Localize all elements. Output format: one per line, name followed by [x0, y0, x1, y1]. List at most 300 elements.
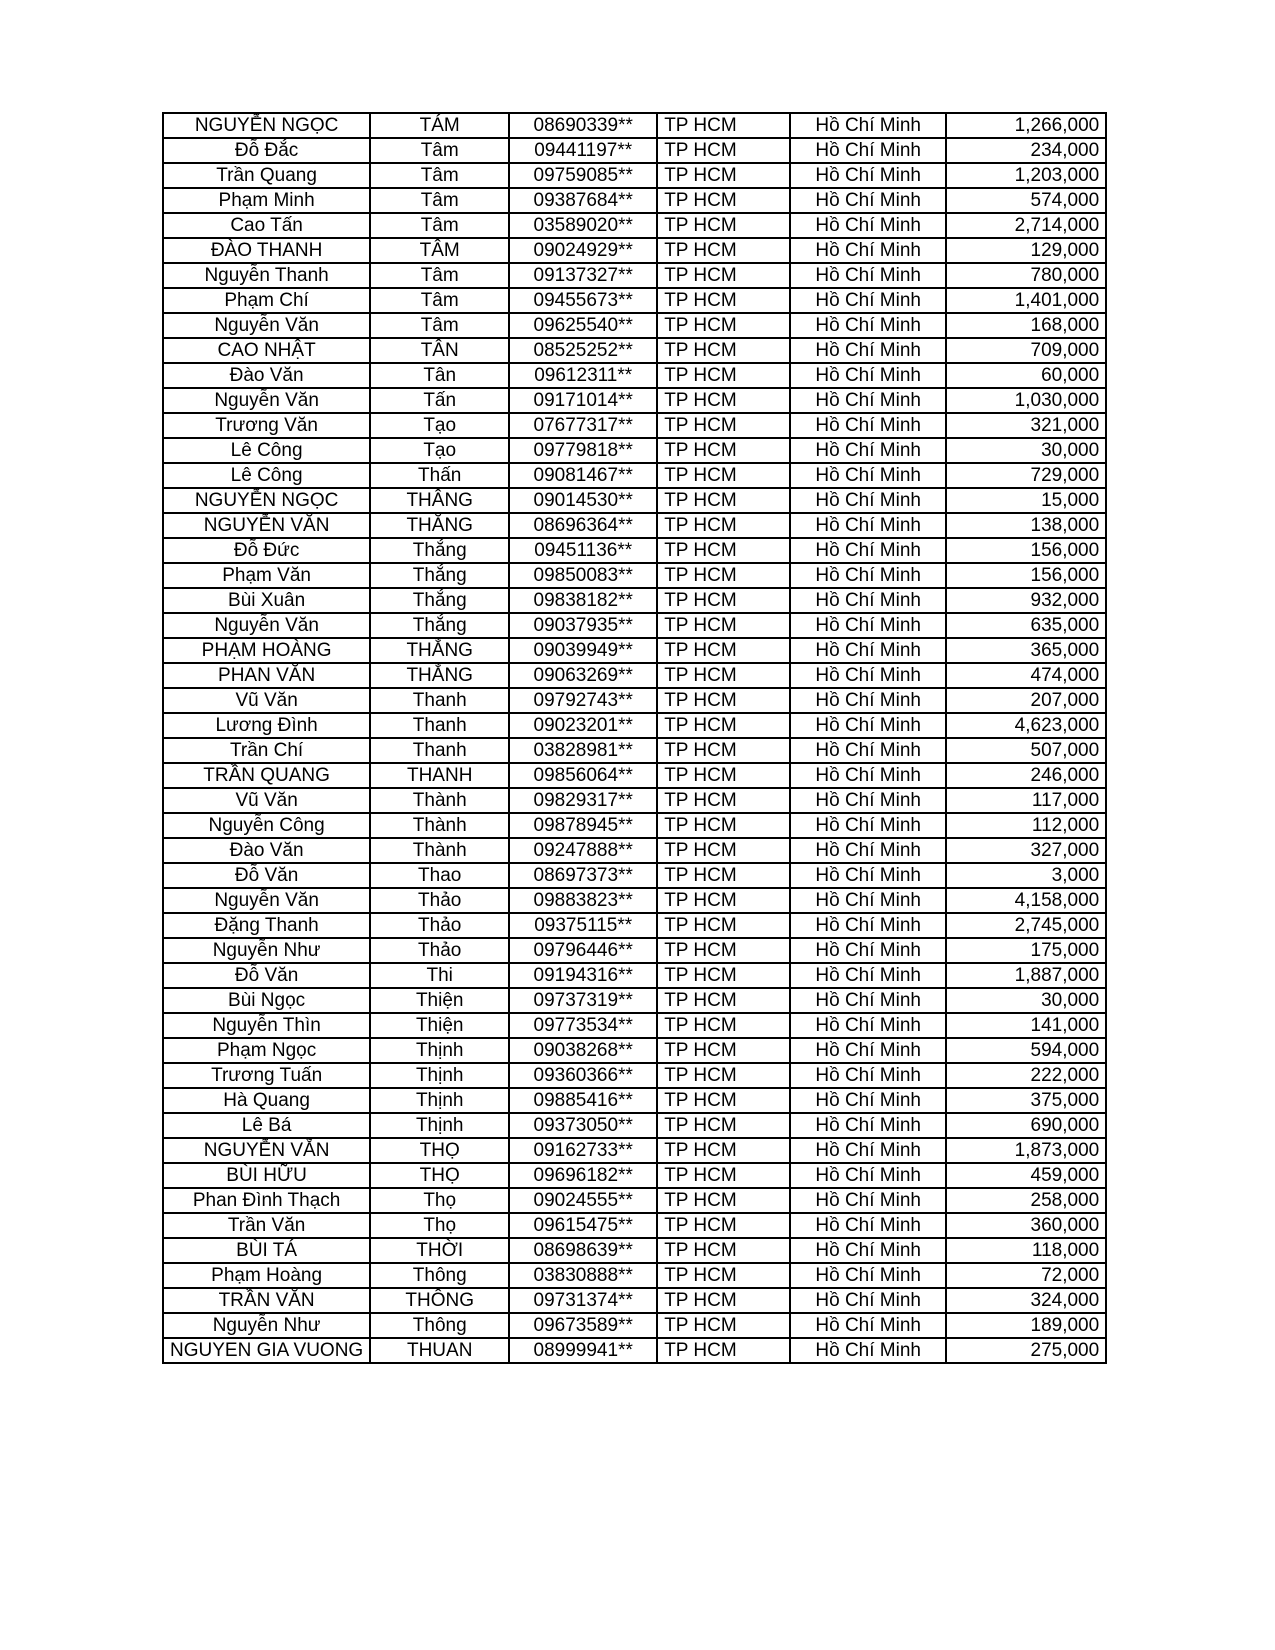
province-cell: Hồ Chí Minh: [790, 1138, 946, 1163]
phone-cell: 09625540**: [509, 313, 657, 338]
surname-cell: Cao Tấn: [163, 213, 370, 238]
given-name-cell: Tạo: [370, 438, 509, 463]
given-name-cell: THỌ: [370, 1138, 509, 1163]
amount-cell: 207,000: [946, 688, 1106, 713]
phone-cell: 09373050**: [509, 1113, 657, 1138]
province-cell: Hồ Chí Minh: [790, 913, 946, 938]
city-cell: TP HCM: [657, 713, 790, 738]
phone-cell: 09883823**: [509, 888, 657, 913]
amount-cell: 474,000: [946, 663, 1106, 688]
amount-cell: 1,203,000: [946, 163, 1106, 188]
province-cell: Hồ Chí Minh: [790, 938, 946, 963]
province-cell: Hồ Chí Minh: [790, 1163, 946, 1188]
phone-cell: 09387684**: [509, 188, 657, 213]
amount-cell: 459,000: [946, 1163, 1106, 1188]
surname-cell: Trần Quang: [163, 163, 370, 188]
surname-cell: Vũ Văn: [163, 688, 370, 713]
province-cell: Hồ Chí Minh: [790, 1313, 946, 1338]
surname-cell: Nguyễn Văn: [163, 388, 370, 413]
city-cell: TP HCM: [657, 1238, 790, 1263]
amount-cell: 3,000: [946, 863, 1106, 888]
amount-cell: 275,000: [946, 1338, 1106, 1363]
province-cell: Hồ Chí Minh: [790, 463, 946, 488]
city-cell: TP HCM: [657, 188, 790, 213]
table-row: [163, 438, 1106, 463]
city-cell: TP HCM: [657, 1013, 790, 1038]
amount-cell: 780,000: [946, 263, 1106, 288]
table-row: [163, 638, 1106, 663]
table-row: [163, 563, 1106, 588]
amount-cell: 375,000: [946, 1088, 1106, 1113]
phone-cell: 09796446**: [509, 938, 657, 963]
amount-cell: 246,000: [946, 763, 1106, 788]
city-cell: TP HCM: [657, 963, 790, 988]
table-row: [163, 938, 1106, 963]
phone-cell: 09024555**: [509, 1188, 657, 1213]
surname-cell: Nguyễn Công: [163, 813, 370, 838]
given-name-cell: Thành: [370, 813, 509, 838]
province-cell: Hồ Chí Minh: [790, 1288, 946, 1313]
surname-cell: Vũ Văn: [163, 788, 370, 813]
surname-cell: Đào Văn: [163, 363, 370, 388]
province-cell: Hồ Chí Minh: [790, 813, 946, 838]
province-cell: Hồ Chí Minh: [790, 513, 946, 538]
city-cell: TP HCM: [657, 863, 790, 888]
amount-cell: 118,000: [946, 1238, 1106, 1263]
city-cell: TP HCM: [657, 288, 790, 313]
phone-cell: 08525252**: [509, 338, 657, 363]
city-cell: TP HCM: [657, 1063, 790, 1088]
given-name-cell: TÁM: [370, 113, 509, 138]
amount-cell: 1,266,000: [946, 113, 1106, 138]
surname-cell: TRẦN QUANG: [163, 763, 370, 788]
city-cell: TP HCM: [657, 1138, 790, 1163]
table-row: [163, 188, 1106, 213]
given-name-cell: THỌ: [370, 1163, 509, 1188]
phone-cell: 07677317**: [509, 413, 657, 438]
surname-cell: TRẦN VĂN: [163, 1288, 370, 1313]
surname-cell: Phạm Ngọc: [163, 1038, 370, 1063]
table-row: [163, 888, 1106, 913]
city-cell: TP HCM: [657, 1313, 790, 1338]
phone-cell: 09137327**: [509, 263, 657, 288]
table-row: [163, 1213, 1106, 1238]
city-cell: TP HCM: [657, 263, 790, 288]
phone-cell: 08999941**: [509, 1338, 657, 1363]
province-cell: Hồ Chí Minh: [790, 113, 946, 138]
recipient-table: [162, 112, 1107, 1364]
city-cell: TP HCM: [657, 613, 790, 638]
province-cell: Hồ Chí Minh: [790, 263, 946, 288]
surname-cell: NGUYỄN VĂN: [163, 513, 370, 538]
table-row: [163, 1163, 1106, 1188]
phone-cell: 03830888**: [509, 1263, 657, 1288]
phone-cell: 09792743**: [509, 688, 657, 713]
amount-cell: 189,000: [946, 1313, 1106, 1338]
table-row: [163, 313, 1106, 338]
given-name-cell: TÂM: [370, 238, 509, 263]
table-row: [163, 388, 1106, 413]
surname-cell: Đỗ Văn: [163, 963, 370, 988]
province-cell: Hồ Chí Minh: [790, 888, 946, 913]
given-name-cell: Thấn: [370, 463, 509, 488]
city-cell: TP HCM: [657, 888, 790, 913]
city-cell: TP HCM: [657, 1113, 790, 1138]
table-row: [163, 1138, 1106, 1163]
phone-cell: 09360366**: [509, 1063, 657, 1088]
table-row: [163, 463, 1106, 488]
province-cell: Hồ Chí Minh: [790, 963, 946, 988]
phone-cell: 09024929**: [509, 238, 657, 263]
surname-cell: Đặng Thanh: [163, 913, 370, 938]
given-name-cell: THỜI: [370, 1238, 509, 1263]
table-row: [163, 1038, 1106, 1063]
amount-cell: 1,887,000: [946, 963, 1106, 988]
surname-cell: Đỗ Đắc: [163, 138, 370, 163]
amount-cell: 690,000: [946, 1113, 1106, 1138]
given-name-cell: Thanh: [370, 713, 509, 738]
table-row: [163, 813, 1106, 838]
amount-cell: 729,000: [946, 463, 1106, 488]
city-cell: TP HCM: [657, 1338, 790, 1363]
table-row: [163, 763, 1106, 788]
province-cell: Hồ Chí Minh: [790, 1013, 946, 1038]
phone-cell: 09779818**: [509, 438, 657, 463]
phone-cell: 09737319**: [509, 988, 657, 1013]
given-name-cell: Tạo: [370, 413, 509, 438]
surname-cell: BÙI TÁ: [163, 1238, 370, 1263]
amount-cell: 168,000: [946, 313, 1106, 338]
city-cell: TP HCM: [657, 663, 790, 688]
province-cell: Hồ Chí Minh: [790, 638, 946, 663]
table-row: [163, 1188, 1106, 1213]
phone-cell: 09375115**: [509, 913, 657, 938]
amount-cell: 709,000: [946, 338, 1106, 363]
amount-cell: 1,030,000: [946, 388, 1106, 413]
table-row: [163, 1088, 1106, 1113]
given-name-cell: Thanh: [370, 688, 509, 713]
table-row: [163, 1013, 1106, 1038]
amount-cell: 1,873,000: [946, 1138, 1106, 1163]
city-cell: TP HCM: [657, 413, 790, 438]
city-cell: TP HCM: [657, 438, 790, 463]
province-cell: Hồ Chí Minh: [790, 438, 946, 463]
phone-cell: 09171014**: [509, 388, 657, 413]
table-row: [163, 988, 1106, 1013]
city-cell: TP HCM: [657, 813, 790, 838]
city-cell: TP HCM: [657, 363, 790, 388]
surname-cell: Lê Công: [163, 438, 370, 463]
phone-cell: 03589020**: [509, 213, 657, 238]
given-name-cell: Tâm: [370, 263, 509, 288]
surname-cell: Bùi Ngọc: [163, 988, 370, 1013]
amount-cell: 15,000: [946, 488, 1106, 513]
amount-cell: 574,000: [946, 188, 1106, 213]
surname-cell: ĐÀO THANH: [163, 238, 370, 263]
phone-cell: 09162733**: [509, 1138, 657, 1163]
table-row: [163, 113, 1106, 138]
surname-cell: NGUYEN GIA VUONG: [163, 1338, 370, 1363]
table-row: [163, 238, 1106, 263]
surname-cell: PHẠM HOÀNG: [163, 638, 370, 663]
province-cell: Hồ Chí Minh: [790, 1038, 946, 1063]
province-cell: Hồ Chí Minh: [790, 413, 946, 438]
amount-cell: 1,401,000: [946, 288, 1106, 313]
province-cell: Hồ Chí Minh: [790, 213, 946, 238]
table-row: [163, 488, 1106, 513]
city-cell: TP HCM: [657, 1038, 790, 1063]
amount-cell: 932,000: [946, 588, 1106, 613]
given-name-cell: Thảo: [370, 888, 509, 913]
given-name-cell: Thọ: [370, 1188, 509, 1213]
amount-cell: 2,714,000: [946, 213, 1106, 238]
city-cell: TP HCM: [657, 738, 790, 763]
surname-cell: CAO NHẬT: [163, 338, 370, 363]
surname-cell: NGUYỄN VẴN: [163, 1138, 370, 1163]
given-name-cell: Thắng: [370, 588, 509, 613]
given-name-cell: Thiện: [370, 1013, 509, 1038]
table-row: [163, 738, 1106, 763]
city-cell: TP HCM: [657, 1163, 790, 1188]
surname-cell: PHAN VĂN: [163, 663, 370, 688]
surname-cell: Phạm Minh: [163, 188, 370, 213]
amount-cell: 112,000: [946, 813, 1106, 838]
given-name-cell: Tấn: [370, 388, 509, 413]
given-name-cell: Thao: [370, 863, 509, 888]
province-cell: Hồ Chí Minh: [790, 488, 946, 513]
table-row: [163, 688, 1106, 713]
table-row: [163, 138, 1106, 163]
province-cell: Hồ Chí Minh: [790, 1338, 946, 1363]
city-cell: TP HCM: [657, 338, 790, 363]
table-row: [163, 788, 1106, 813]
surname-cell: Phạm Hoàng: [163, 1263, 370, 1288]
phone-cell: 09441197**: [509, 138, 657, 163]
phone-cell: 09455673**: [509, 288, 657, 313]
phone-cell: 09856064**: [509, 763, 657, 788]
surname-cell: Bùi Xuân: [163, 588, 370, 613]
province-cell: Hồ Chí Minh: [790, 1088, 946, 1113]
city-cell: TP HCM: [657, 1288, 790, 1313]
amount-cell: 117,000: [946, 788, 1106, 813]
table-body: [163, 113, 1106, 1363]
amount-cell: 360,000: [946, 1213, 1106, 1238]
table-row: [163, 513, 1106, 538]
table-row: [163, 1238, 1106, 1263]
city-cell: TP HCM: [657, 238, 790, 263]
phone-cell: 09038268**: [509, 1038, 657, 1063]
city-cell: TP HCM: [657, 538, 790, 563]
given-name-cell: Thịnh: [370, 1038, 509, 1063]
amount-cell: 156,000: [946, 563, 1106, 588]
given-name-cell: Thịnh: [370, 1063, 509, 1088]
given-name-cell: Thông: [370, 1313, 509, 1338]
city-cell: TP HCM: [657, 838, 790, 863]
table-row: [163, 863, 1106, 888]
table-row: [163, 363, 1106, 388]
phone-cell: 03828981**: [509, 738, 657, 763]
amount-cell: 60,000: [946, 363, 1106, 388]
amount-cell: 141,000: [946, 1013, 1106, 1038]
amount-cell: 156,000: [946, 538, 1106, 563]
amount-cell: 321,000: [946, 413, 1106, 438]
table-row: [163, 538, 1106, 563]
table-row: [163, 963, 1106, 988]
given-name-cell: Tâm: [370, 138, 509, 163]
city-cell: TP HCM: [657, 1213, 790, 1238]
table-row: [163, 163, 1106, 188]
province-cell: Hồ Chí Minh: [790, 988, 946, 1013]
phone-cell: 09885416**: [509, 1088, 657, 1113]
phone-cell: 09696182**: [509, 1163, 657, 1188]
given-name-cell: THUAN: [370, 1338, 509, 1363]
surname-cell: Nguyễn Thanh: [163, 263, 370, 288]
given-name-cell: Thảo: [370, 913, 509, 938]
phone-cell: 09451136**: [509, 538, 657, 563]
city-cell: TP HCM: [657, 788, 790, 813]
table-row: [163, 1263, 1106, 1288]
phone-cell: 09673589**: [509, 1313, 657, 1338]
province-cell: Hồ Chí Minh: [790, 188, 946, 213]
table-row: [163, 1113, 1106, 1138]
given-name-cell: Tâm: [370, 288, 509, 313]
city-cell: TP HCM: [657, 913, 790, 938]
given-name-cell: Tân: [370, 363, 509, 388]
amount-cell: 365,000: [946, 638, 1106, 663]
amount-cell: 258,000: [946, 1188, 1106, 1213]
amount-cell: 594,000: [946, 1038, 1106, 1063]
province-cell: Hồ Chí Minh: [790, 1238, 946, 1263]
table-row: [163, 413, 1106, 438]
city-cell: TP HCM: [657, 1088, 790, 1113]
phone-cell: 09615475**: [509, 1213, 657, 1238]
table-row: [163, 263, 1106, 288]
surname-cell: Nguyễn Văn: [163, 313, 370, 338]
table-row: [163, 338, 1106, 363]
province-cell: Hồ Chí Minh: [790, 688, 946, 713]
phone-cell: 08690339**: [509, 113, 657, 138]
phone-cell: 09037935**: [509, 613, 657, 638]
phone-cell: 09829317**: [509, 788, 657, 813]
given-name-cell: THÂNG: [370, 488, 509, 513]
surname-cell: Nguyễn Văn: [163, 613, 370, 638]
surname-cell: Trương Tuấn: [163, 1063, 370, 1088]
province-cell: Hồ Chí Minh: [790, 1063, 946, 1088]
given-name-cell: THÔNG: [370, 1288, 509, 1313]
city-cell: TP HCM: [657, 563, 790, 588]
surname-cell: NGUYỄN NGỌC: [163, 488, 370, 513]
province-cell: Hồ Chí Minh: [790, 338, 946, 363]
phone-cell: 08698639**: [509, 1238, 657, 1263]
city-cell: TP HCM: [657, 488, 790, 513]
amount-cell: 129,000: [946, 238, 1106, 263]
table-row: [163, 1313, 1106, 1338]
province-cell: Hồ Chí Minh: [790, 288, 946, 313]
province-cell: Hồ Chí Minh: [790, 613, 946, 638]
surname-cell: Trần Văn: [163, 1213, 370, 1238]
phone-cell: 09838182**: [509, 588, 657, 613]
table-row: [163, 613, 1106, 638]
amount-cell: 4,623,000: [946, 713, 1106, 738]
province-cell: Hồ Chí Minh: [790, 563, 946, 588]
amount-cell: 324,000: [946, 1288, 1106, 1313]
phone-cell: 09247888**: [509, 838, 657, 863]
phone-cell: 09023201**: [509, 713, 657, 738]
city-cell: TP HCM: [657, 763, 790, 788]
city-cell: TP HCM: [657, 1263, 790, 1288]
phone-cell: 09014530**: [509, 488, 657, 513]
table-row: [163, 1063, 1106, 1088]
city-cell: TP HCM: [657, 638, 790, 663]
surname-cell: Hà Quang: [163, 1088, 370, 1113]
phone-cell: 09731374**: [509, 1288, 657, 1313]
given-name-cell: THẮNG: [370, 663, 509, 688]
given-name-cell: Thắng: [370, 563, 509, 588]
province-cell: Hồ Chí Minh: [790, 238, 946, 263]
amount-cell: 234,000: [946, 138, 1106, 163]
phone-cell: 09081467**: [509, 463, 657, 488]
amount-cell: 507,000: [946, 738, 1106, 763]
amount-cell: 222,000: [946, 1063, 1106, 1088]
surname-cell: Nguyễn Văn: [163, 888, 370, 913]
table-row: [163, 213, 1106, 238]
city-cell: TP HCM: [657, 938, 790, 963]
surname-cell: Phạm Chí: [163, 288, 370, 313]
surname-cell: Trần Chí: [163, 738, 370, 763]
province-cell: Hồ Chí Minh: [790, 1213, 946, 1238]
phone-cell: 09850083**: [509, 563, 657, 588]
surname-cell: Lương Đình: [163, 713, 370, 738]
table-row: [163, 288, 1106, 313]
amount-cell: 72,000: [946, 1263, 1106, 1288]
table-row: [163, 838, 1106, 863]
surname-cell: Nguyễn Thìn: [163, 1013, 370, 1038]
province-cell: Hồ Chí Minh: [790, 1188, 946, 1213]
amount-cell: 30,000: [946, 438, 1106, 463]
table-row: [163, 663, 1106, 688]
given-name-cell: Tâm: [370, 213, 509, 238]
surname-cell: Lê Bá: [163, 1113, 370, 1138]
province-cell: Hồ Chí Minh: [790, 1263, 946, 1288]
surname-cell: Đào Văn: [163, 838, 370, 863]
city-cell: TP HCM: [657, 213, 790, 238]
province-cell: Hồ Chí Minh: [790, 313, 946, 338]
city-cell: TP HCM: [657, 588, 790, 613]
province-cell: Hồ Chí Minh: [790, 863, 946, 888]
city-cell: TP HCM: [657, 138, 790, 163]
province-cell: Hồ Chí Minh: [790, 138, 946, 163]
given-name-cell: Thảo: [370, 938, 509, 963]
city-cell: TP HCM: [657, 1188, 790, 1213]
province-cell: Hồ Chí Minh: [790, 388, 946, 413]
surname-cell: NGUYỄN NGỌC: [163, 113, 370, 138]
amount-cell: 327,000: [946, 838, 1106, 863]
given-name-cell: THANH: [370, 763, 509, 788]
amount-cell: 30,000: [946, 988, 1106, 1013]
province-cell: Hồ Chí Minh: [790, 663, 946, 688]
given-name-cell: Thi: [370, 963, 509, 988]
given-name-cell: Thịnh: [370, 1113, 509, 1138]
city-cell: TP HCM: [657, 988, 790, 1013]
surname-cell: Nguyễn Như: [163, 1313, 370, 1338]
table-row: [163, 913, 1106, 938]
city-cell: TP HCM: [657, 163, 790, 188]
given-name-cell: Thành: [370, 838, 509, 863]
province-cell: Hồ Chí Minh: [790, 363, 946, 388]
province-cell: Hồ Chí Minh: [790, 1113, 946, 1138]
surname-cell: Lê Công: [163, 463, 370, 488]
given-name-cell: THẮNG: [370, 638, 509, 663]
